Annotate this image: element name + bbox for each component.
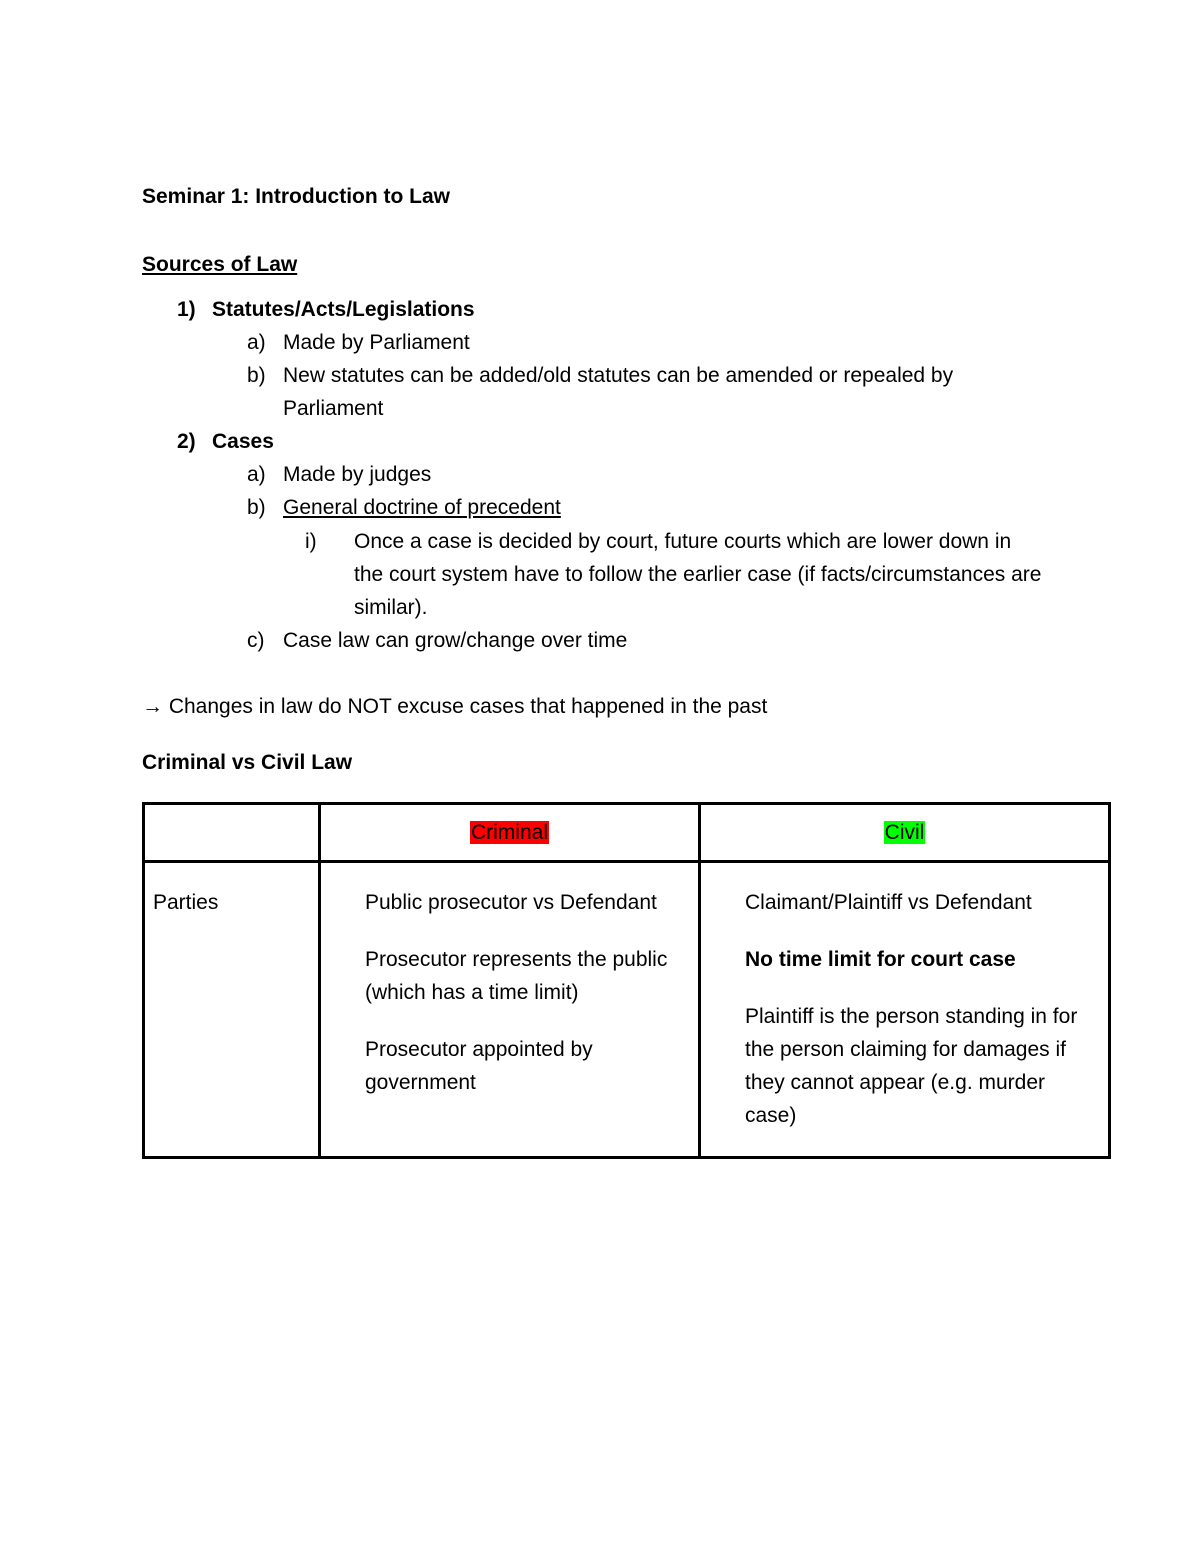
list-item: Made by Parliament <box>283 331 470 354</box>
civil-point: Claimant/Plaintiff vs Defendant <box>745 891 1032 914</box>
civil-point-bold: No time limit for court case <box>745 948 1016 971</box>
header-civil: Civil <box>884 821 925 844</box>
sub-list-marker: i) <box>305 530 317 553</box>
list-item: New statutes can be added/old statutes can be amended or repealed by Parliament <box>283 364 954 420</box>
criminal-point: Public prosecutor vs Defendant <box>365 891 657 914</box>
list-marker: c) <box>247 629 265 652</box>
header-cell-empty <box>144 804 320 862</box>
list-marker: b) <box>247 364 266 387</box>
source-label-cases: Cases <box>212 430 274 453</box>
criminal-cell <box>320 862 700 1158</box>
comparison-heading: Criminal vs Civil Law <box>142 751 353 774</box>
row-label: Parties <box>153 891 219 914</box>
row-label-cell <box>144 862 320 1158</box>
list-marker: b) <box>247 496 266 519</box>
list-number: 2) <box>177 430 196 453</box>
list-item: Made by judges <box>283 463 432 486</box>
table-header-row <box>144 804 1110 862</box>
header-cell-criminal <box>320 804 700 862</box>
sub-list-item: Once a case is decided by court, future courts which are lower down in the court system have to follow the earlier case (if facts/circumstances are similar). <box>354 530 1042 619</box>
civil-point: Plaintiff is the person standing in for the person claiming for damages if they cannot appear (e.g. murder case) <box>745 1005 1078 1127</box>
note-arrow-text: → Changes in law do NOT excuse cases that happened in the past <box>142 695 768 718</box>
table-row <box>144 862 1110 1158</box>
list-item: General doctrine of precedent <box>283 496 561 519</box>
list-item: Case law can grow/change over time <box>283 629 628 652</box>
sources-heading: Sources of Law <box>142 253 298 276</box>
header-criminal: Criminal <box>470 821 548 844</box>
criminal-civil-table <box>142 802 1111 1159</box>
source-label-statutes: Statutes/Acts/Legislations <box>212 298 475 321</box>
list-marker: a) <box>247 331 266 354</box>
civil-cell <box>700 862 1110 1158</box>
criminal-point: Prosecutor represents the public (which has a time limit) <box>365 948 668 1004</box>
list-number: 1) <box>177 298 196 321</box>
criminal-point: Prosecutor appointed by government <box>365 1038 593 1094</box>
header-cell-civil <box>700 804 1110 862</box>
list-marker: a) <box>247 463 266 486</box>
document-title: Seminar 1: Introduction to Law <box>142 185 451 208</box>
